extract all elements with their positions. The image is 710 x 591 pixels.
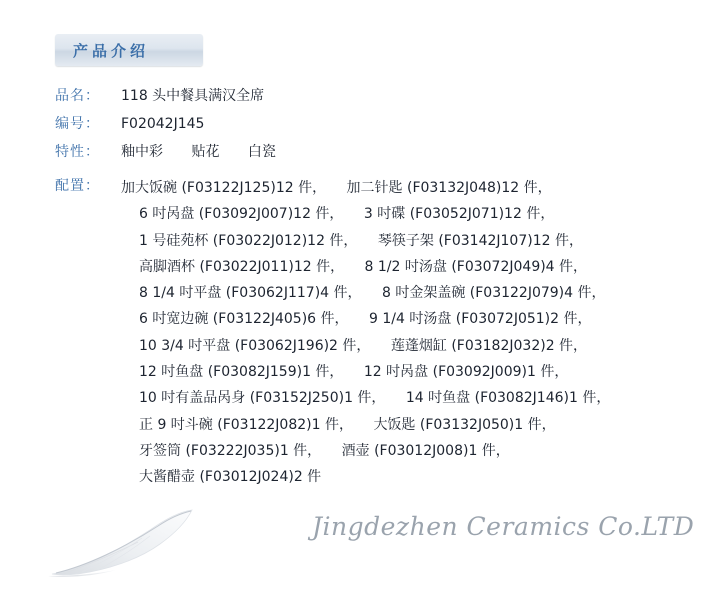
list-item — [121, 228, 675, 254]
list-item — [121, 359, 675, 385]
list-item — [121, 412, 675, 438]
config-item: 莲蓬烟缸 (F03182J032)2 件， — [390, 337, 588, 354]
field-label-name: 品名： — [55, 88, 100, 104]
field-label-features: 特性： — [55, 144, 100, 160]
config-item: 8 1/4 吋平盘 (F03062J117)4 件， — [139, 285, 362, 302]
config-item: 高脚酒杯 (F03022J011)12 件， — [139, 258, 345, 275]
feature-item: 釉中彩 — [121, 144, 163, 160]
list-item — [121, 438, 675, 464]
config-item: 14 吋鱼盘 (F03082J146)1 件， — [405, 390, 611, 407]
config-item: 9 1/4 吋汤盘 (F03072J051)2 件， — [368, 311, 592, 328]
field-row-name — [55, 85, 675, 108]
config-item: 琴筷子架 (F03142J107)12 件， — [377, 232, 583, 249]
list-item — [121, 306, 675, 332]
list-item — [121, 254, 675, 280]
field-value-name: 118 头中餐具满汉全席 — [121, 88, 265, 104]
list-item — [121, 464, 675, 490]
config-item: 10 吋有盖品呙身 (F03152J250)1 件， — [139, 390, 386, 407]
field-label-configuration: 配置： — [55, 178, 100, 194]
config-item: 大酱醋壶 (F03012J024)2 件 — [139, 469, 322, 486]
feature-item: 贴花 — [191, 144, 220, 160]
config-item: 12 吋呙盘 (F03092J009)1 件， — [363, 364, 569, 381]
product-fields — [55, 85, 675, 491]
field-row-configuration — [55, 175, 675, 491]
config-item: 3 吋碟 (F03052J071)12 件， — [363, 206, 555, 223]
config-item: 10 3/4 吋平盘 (F03062J196)2 件， — [139, 337, 371, 354]
config-item: 6 吋宽边碗 (F03122J405)6 件， — [139, 311, 349, 328]
config-item: 8 吋金架盖碗 (F03122J079)4 件， — [381, 285, 606, 302]
section-title: 产品介绍 — [73, 42, 150, 60]
feature-item: 白瓷 — [247, 144, 276, 160]
field-value-features — [121, 141, 675, 164]
list-item — [121, 175, 675, 201]
config-item: 牙签筒 (F03222J035)1 件， — [139, 442, 322, 459]
config-item: 酒壶 (F03012J008)1 件， — [341, 442, 510, 459]
feather-icon — [46, 508, 316, 578]
config-item: 8 1/2 吋汤盘 (F03072J049)4 件， — [364, 258, 588, 275]
configuration-list — [121, 175, 675, 491]
field-label-code: 编号： — [55, 116, 100, 132]
field-value-code: F02042J145 — [121, 116, 205, 132]
config-item: 加大饭碗 (F03122J125)12 件， — [121, 180, 327, 196]
watermark-signature: Jingdezhen Ceramics Co.LTD — [312, 512, 695, 541]
list-item — [121, 201, 675, 227]
list-item — [121, 385, 675, 411]
field-row-code — [55, 113, 675, 136]
config-item: 正 9 吋斗碗 (F03122J082)1 件， — [139, 416, 353, 433]
config-item: 6 吋呙盘 (F03092J007)12 件， — [139, 206, 344, 223]
config-item: 12 吋鱼盘 (F03082J159)1 件， — [139, 364, 344, 381]
config-item: 1 号硅苑杯 (F03022J012)12 件， — [139, 232, 358, 249]
field-row-features — [55, 141, 675, 164]
section-header-badge — [55, 34, 203, 66]
list-item — [121, 333, 675, 359]
config-item: 加二针匙 (F03132J048)12 件， — [346, 180, 552, 196]
list-item — [121, 280, 675, 306]
config-item: 大饭匙 (F03132J050)1 件， — [373, 416, 556, 433]
